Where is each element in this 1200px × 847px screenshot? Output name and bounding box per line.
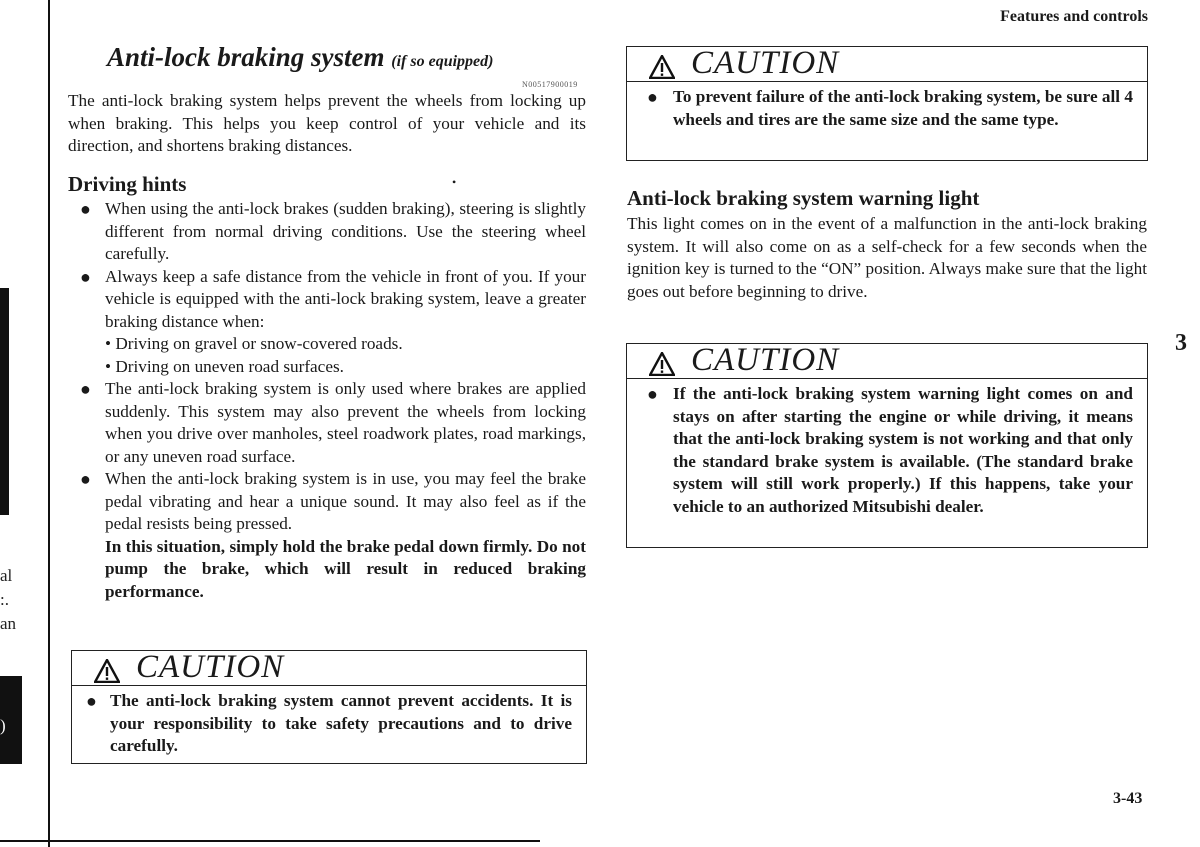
driving-hints-heading: Driving hints [68,172,187,196]
reference-code: N00517900019 [522,80,578,89]
caution-header [627,47,1147,82]
warning-triangle-icon [649,352,675,376]
margin-rule [48,0,50,847]
warning-light-heading: Anti-lock braking system warning light [627,186,980,210]
caution-title: CAUTION [691,45,840,81]
hint-subitem: • Driving on gravel or snow-covered roads. [105,334,403,353]
hint-bold-note: In this situation, simply hold the brake pedal down firmly. Do not pump the brake, which will result in reduced braking performance. [105,536,586,601]
caution-header [627,344,1147,379]
bleed-rule-bottom [0,840,540,842]
caution-text: To prevent failure of the anti-lock braking system, be sure all 4 wheels and tires are the same size and the same type. [673,87,1133,129]
list-item [80,468,586,603]
section-title-text: Anti-lock braking system [107,42,385,72]
driving-hints-list [80,198,586,603]
hint-text: The anti-lock braking system is only used where brakes are applied suddenly. This system may also prevent the wheels from locking when you drive over manholes, steel roadwork plates, road markings, or any uneven road surface. [105,379,586,466]
caution-box-right [626,343,1148,548]
bullet-icon: ● [86,691,97,711]
caution-text: If the anti-lock braking system warning light comes on and stays on after starting the engine or while driving, it means that the anti-lock braking system is not working and that only the standard brake system is available. (The standard brake system will still work properly.) If this happens, take your vehicle to an authorized Mitsubishi dealer. [673,384,1133,516]
hint-text: When the anti-lock braking system is in use, you may feel the brake pedal vibrating and hear a unique sound. It may also feel as if the pedal resists being pressed. [105,469,586,533]
list-item [80,198,586,266]
hint-text: Always keep a safe distance from the vehicle in front of you. If your vehicle is equipped with the anti-lock braking system, leave a greater braking distance when: [105,266,586,331]
caution-header [72,651,586,686]
bullet-icon: ● [647,87,658,107]
bleed-text-2: :. [0,590,9,609]
caution-title: CAUTION [136,649,285,685]
caution-box-top-right [626,46,1148,161]
bullet-icon: ● [80,469,91,489]
caution-box-left [71,650,587,764]
intro-paragraph: The anti-lock braking system helps prevent the wheels from locking up when braking. This helps you keep control of your vehicle and its direction, and shortens braking distances. [68,91,586,155]
bleed-bar-top [0,288,9,513]
bleed-bar-top-foot [0,512,9,515]
bleed-text-3: an [0,614,17,633]
hint-subitem: • Driving on uneven road surfaces. [105,356,344,376]
list-item [80,266,586,379]
bullet-icon: ● [80,379,91,399]
bleed-text-4: ) [0,716,6,735]
caution-text: The anti-lock braking system cannot prevent accidents. It is your responsibility to take safety precautions and to drive carefully. [110,691,572,755]
page-number: 3-43 [1113,790,1143,807]
hint-text: When using the anti-lock brakes (sudden braking), steering is slightly different from normal driving conditions. Use the steering wheel carefully. [105,199,586,263]
section-title [107,42,493,73]
chapter-tab: 3 [1175,330,1187,356]
warning-triangle-icon [649,55,675,79]
warning-triangle-icon [94,659,120,683]
running-header: Features and controls [1000,8,1148,25]
caution-body [72,686,586,758]
caution-title: CAUTION [691,342,840,378]
warning-light-paragraph: This light comes on in the event of a malfunction in the anti-lock braking system. It will also come on as a self-check for a few seconds when the ignition key is turned to the “ON” position. Always make sure that the light goes out before beginning to drive. [627,214,1147,301]
bullet-icon: ● [80,266,91,287]
bullet-icon: ● [80,199,91,219]
bullet-icon: ● [647,384,658,404]
caution-body [627,82,1147,131]
stray-dot: • [452,175,457,189]
bleed-text-1: al [0,566,13,585]
caution-body [627,379,1147,518]
list-item [80,378,586,468]
section-title-suffix: (if so equipped) [391,53,494,70]
